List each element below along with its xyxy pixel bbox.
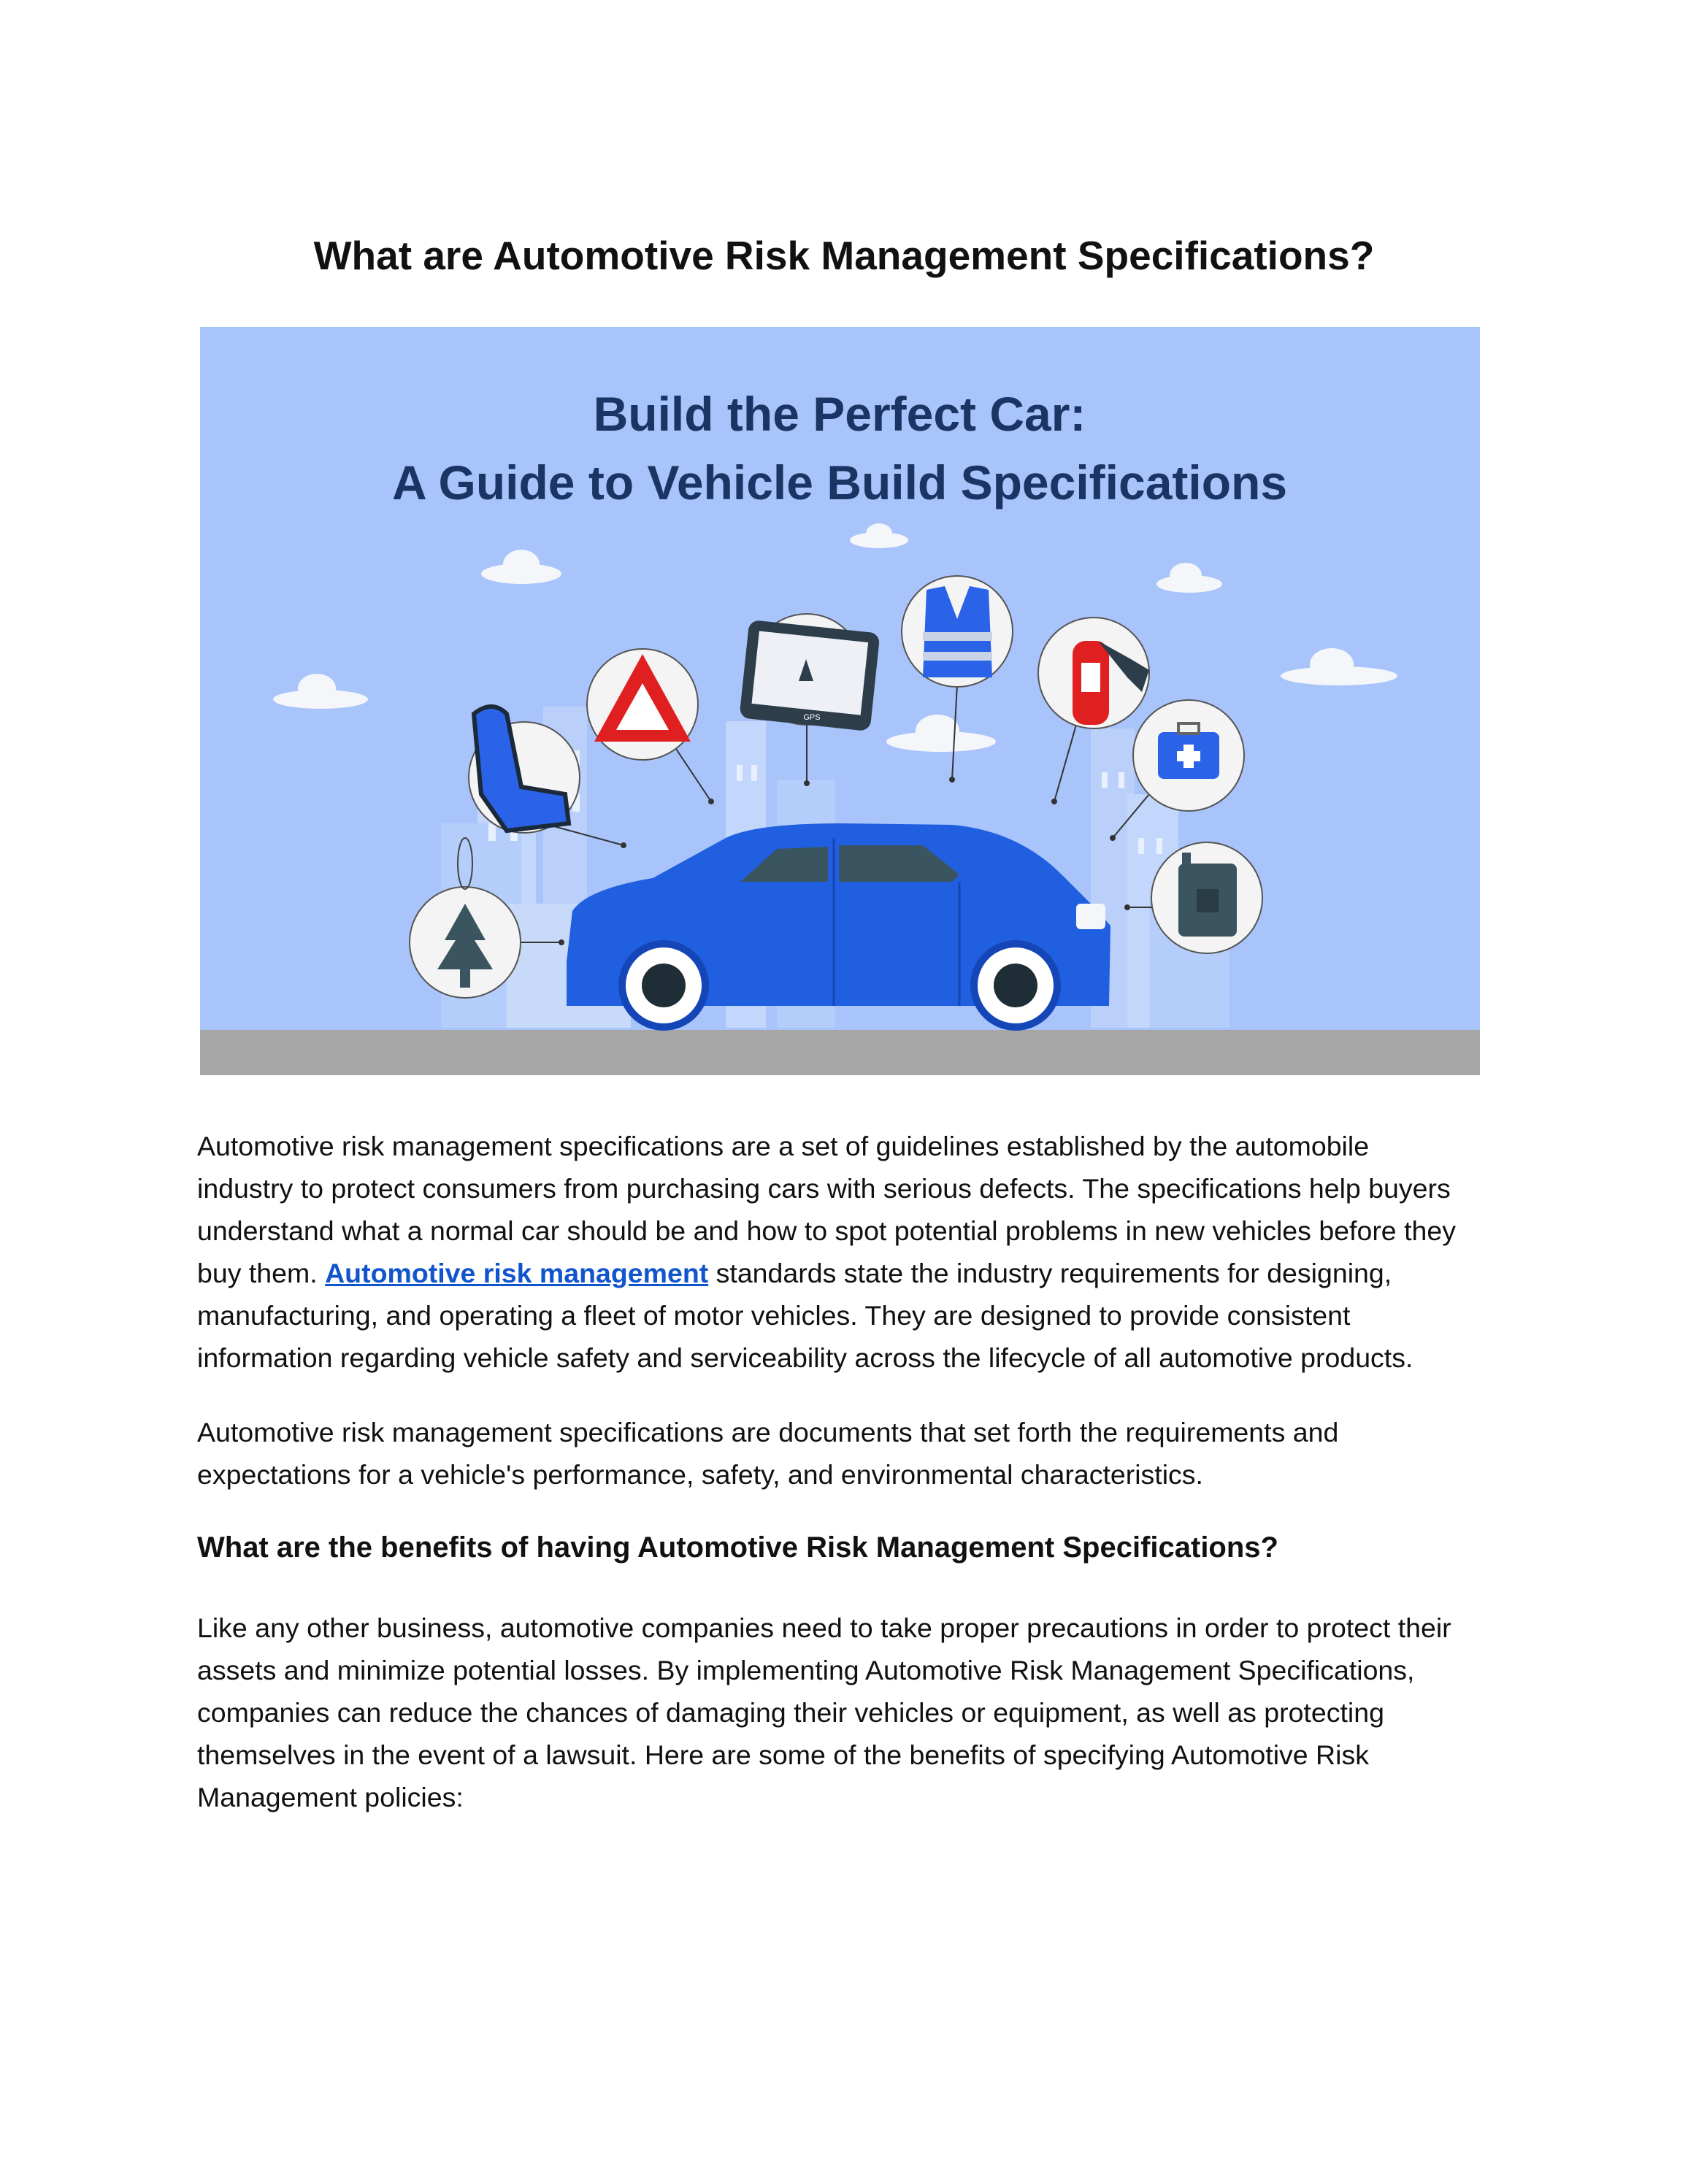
page-title: What are Automotive Risk Management Specifications? [313,233,1375,278]
paragraph-intro [197,1125,1511,1379]
text-line: understand what a normal car should be and how to spot potential problems in new vehicles before they [197,1215,1456,1246]
ground [200,1030,1480,1075]
paragraph-benefits [197,1607,1511,1818]
illustration-heading-line2: A Guide to Vehicle Build Specifications [391,455,1288,510]
gps-label: GPS [803,713,821,722]
text-segment: buy them. [197,1258,326,1288]
text-line: themselves in the event of a lawsuit. Here are some of the benefits of specifying Automotive Risk [197,1739,1369,1770]
paragraph-definition [197,1411,1511,1496]
illustration-heading-line1: Build the Perfect Car: [593,387,1086,441]
text-line: Automotive risk management specifications are documents that set forth the requirements and [197,1417,1339,1447]
text-line: Automotive risk management specifications are a set of guidelines established by the automobile [197,1131,1370,1161]
text-line: Management policies: [197,1782,464,1812]
text-line: manufacturing, and operating a fleet of motor vehicles. They are designed to provide consistent [197,1300,1351,1331]
hero-illustration [200,327,1480,1075]
text-line: Like any other business, automotive companies need to take proper precautions in order to protect their [197,1612,1451,1643]
text-line [197,1252,1511,1294]
gps-icon [739,620,880,731]
text-line: companies can reduce the chances of damaging their vehicles or equipment, as well as protecting [197,1697,1384,1728]
section-heading-benefits: What are the benefits of having Automotive Risk Management Specifications? [197,1531,1278,1564]
text-segment: standards state the industry requirements for designing, [708,1258,1392,1288]
text-line: expectations for a vehicle's performance, safety, and environmental characteristics. [197,1459,1203,1490]
text-line: industry to protect consumers from purchasing cars with serious defects. The specifications help buyers [197,1173,1451,1204]
text-line: information regarding vehicle safety and serviceability across the lifecycle of all automotive products. [197,1342,1413,1373]
text-line: assets and minimize potential losses. By implementing Automotive Risk Management Specifications, [197,1655,1415,1685]
automotive-risk-management-link[interactable]: Automotive risk management [325,1258,709,1288]
jerrycan-icon [1178,853,1237,937]
